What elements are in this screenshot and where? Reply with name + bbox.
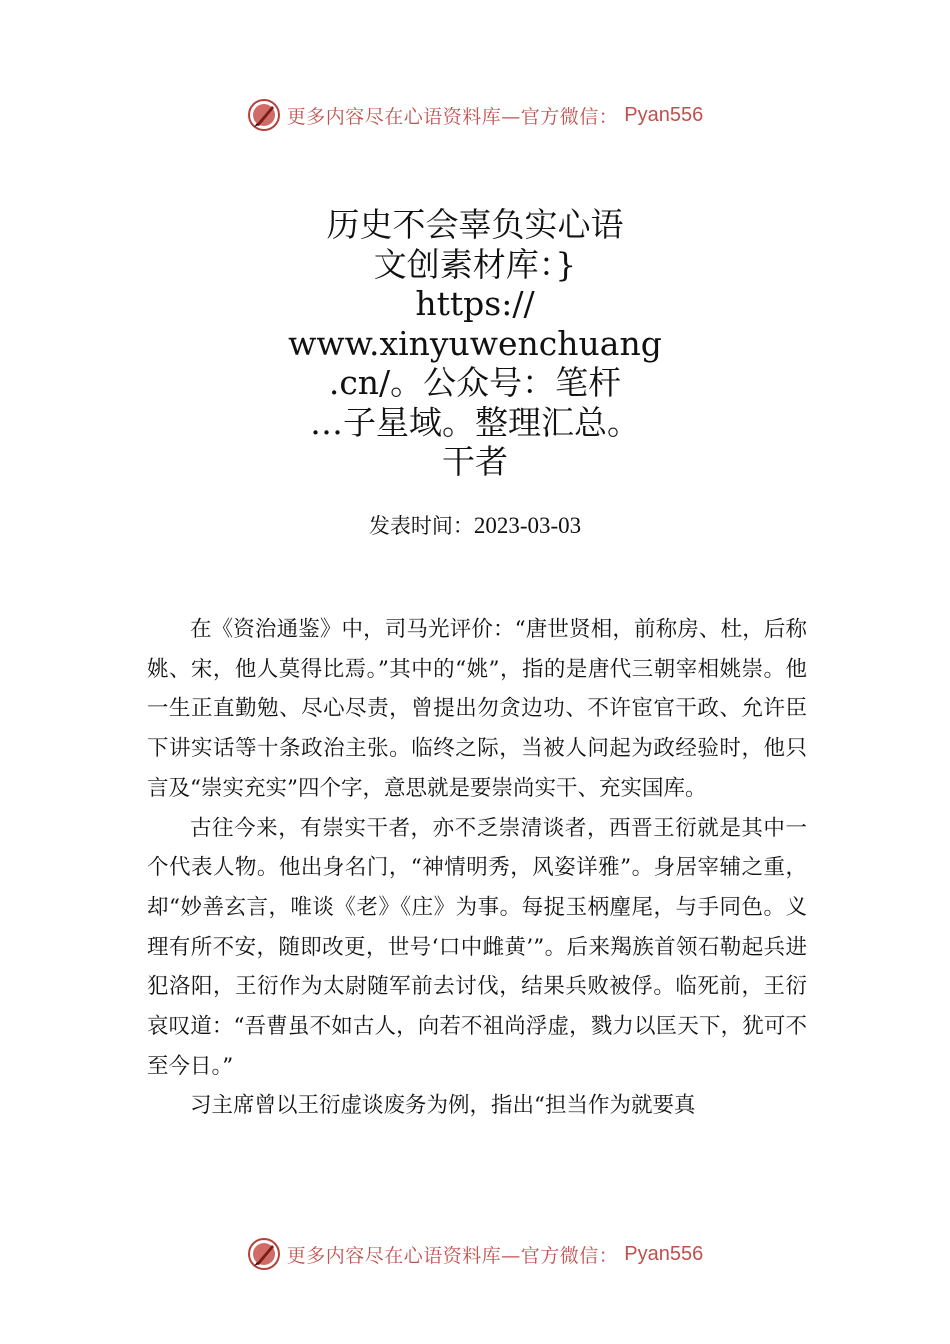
title-line: 历史不会辜负实心语 [326,205,624,244]
watermark-text: 更多内容尽在心语资料库—官方微信： [286,105,619,128]
document-title [250,205,700,482]
title-line: .cn/。公众号：笔杆 [328,363,622,402]
title-line: 干者 [442,442,508,481]
quill-logo-icon [247,1237,281,1271]
paragraph: 习主席曾以王衍虚谈废务为例，指出“担当作为就要真 [190,1093,696,1119]
paragraph: 在《资治通鉴》中，司马光评价：“唐世贤相，前称房、杜，后称姚、宋，他人莫得比焉。”其中的“姚”，指的是唐代三朝宰相姚崇。他一生正直勤勉、尽心尽责，曾提出勿贪边功、不许宦官干政、允许臣下讲实话等十条政治主张。临终之际，当被人问起为政经验时，他只言及“崇实充实”四个字，意思就是要崇尚实干、充实国库。 [147,617,807,801]
paragraph: 古往今来，有崇实干者，亦不乏崇清谈者，西晋王衍就是其中一个代表人物。他出身名门，“神情明秀，风姿详雅”。身居宰辅之重，却“妙善玄言，唯谈《老》《庄》为事。每捉玉柄麈尾，与手同色。义理有所不安，随即改更，世号‘口中雌黄’”。后来羯族首领石勒起兵进犯洛阳，王衍作为太尉随军前去讨伐，结果兵败被俘。临死前，王衍哀叹道：“吾曹虽不如古人，向若不祖尚浮虚，戮力以匡天下，犹可不至今日。” [147,815,807,1079]
watermark-banner-bottom [0,1234,950,1274]
title-line: www.xinyuwenchuang [288,323,662,363]
article-body [147,610,807,1126]
quill-logo-icon [247,98,281,132]
publish-date-label: 发表时间： [368,514,474,538]
title-line: …子星域。整理汇总。 [310,402,640,442]
watermark-banner-top [0,95,950,135]
watermark-wechat-id: Pyan556 [624,103,704,126]
publish-date-value: 2023-03-03 [473,513,582,538]
watermark-text: 更多内容尽在心语资料库—官方微信： [286,1244,619,1267]
publish-date [0,510,950,540]
title-line: 文创素材库：} [373,244,577,284]
title-line: https:// [415,284,535,323]
watermark-wechat-id: Pyan556 [624,1242,704,1265]
